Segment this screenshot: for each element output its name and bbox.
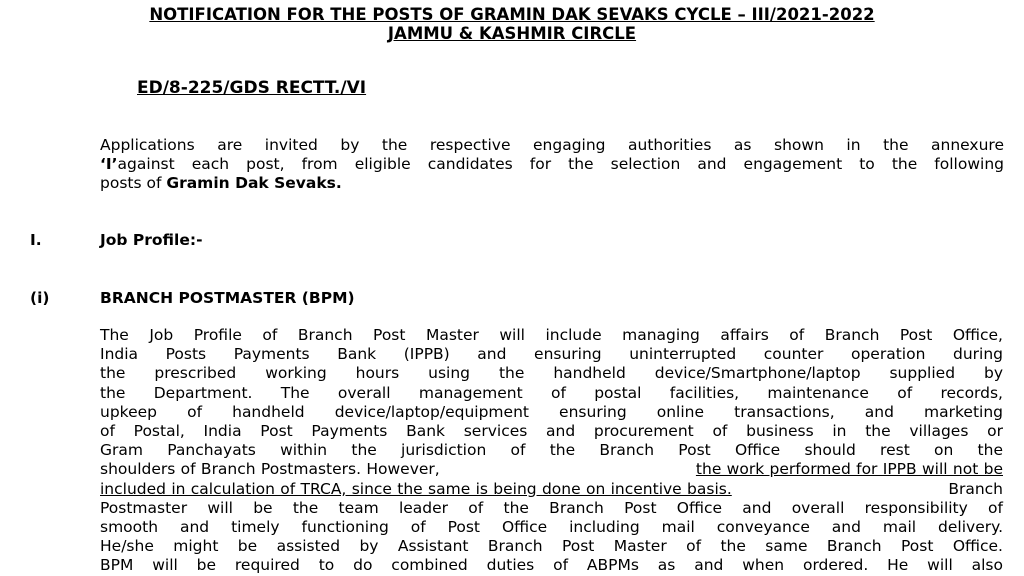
bpm-line-11: smooth and timely functioning of Post Office including mail conveyance and mail delivery. [100, 518, 1003, 537]
bpm-underlined-a: the work performed for IPPB will not be [695, 460, 1003, 479]
intro-line1 [100, 136, 1004, 155]
reference-number: ED/8-225/GDS RECTT./VI [137, 78, 367, 98]
bpm-line-5: upkeep of handheld device/laptop/equipment ensuring online transactions, and marketing [100, 402, 1003, 421]
intro-line1-text: Applications are invited by the respective engaging authorities as shown in the annexure [100, 136, 1004, 154]
document-title-line1: NOTIFICATION FOR THE POSTS OF GRAMIN DAK SEVAKS CYCLE – III/2021-2022 [149, 5, 875, 24]
bpm-line-9 [100, 480, 1003, 499]
intro-line3-bold: Gramin Dak Sevaks. [166, 174, 342, 192]
bpm-underlined-b: included in calculation of TRCA, since the same is being done on incentive basis. [100, 479, 732, 498]
bpm-line-6: of Postal, India Post Payments Bank services and procurement of business in the villages or [100, 422, 1003, 441]
intro-line3 [100, 174, 1004, 193]
bpm-line-8 [100, 460, 1003, 479]
intro-line2 [100, 155, 1004, 174]
section1-number: I. [30, 231, 42, 249]
bpm-line-3: the prescribed working hours using the handheld device/Smartphone/laptop supplied by [100, 364, 1003, 383]
document-title-line2: JAMMU & KASHMIR CIRCLE [387, 24, 637, 43]
bpm-line-13: BPM will be required to do combined duties of ABPMs as and when ordered. He will also [100, 556, 1003, 575]
bpm-line-7: Gram Panchayats within the jurisdiction of the Branch Post Office should rest on the [100, 441, 1003, 460]
subsection1-number: (i) [30, 289, 50, 307]
section1-title: Job Profile:- [100, 231, 203, 249]
bpm-line-10: Postmaster will be the team leader of the Branch Post Office and overall responsibility of [100, 498, 1003, 517]
bpm-line-2: India Posts Payments Bank (IPPB) and ensuring uninterrupted counter operation during [100, 345, 1003, 364]
bpm-line-9-tail: Branch [948, 479, 1003, 498]
bpm-line-1: The Job Profile of Branch Post Master will include managing affairs of Branch Post Office, [100, 326, 1003, 344]
subsection1-title: BRANCH POSTMASTER (BPM) [100, 289, 355, 307]
intro-paragraph [100, 136, 1004, 193]
bpm-line-4: the Department. The overall management of postal facilities, maintenance of records, [100, 383, 1003, 402]
intro-line3-text: posts of [100, 174, 167, 192]
bpm-job-profile [100, 326, 1003, 576]
bpm-line-8-text: shoulders of Branch Postmasters. However, [100, 460, 440, 479]
intro-line2-text: against each post, from eligible candidates for the selection and engagement to the following [117, 155, 1004, 173]
bpm-line-12: He/she might be assisted by Assistant Branch Post Master of the same Branch Post Office. [100, 537, 1003, 556]
annexure-ref: ‘I’ [100, 155, 118, 173]
